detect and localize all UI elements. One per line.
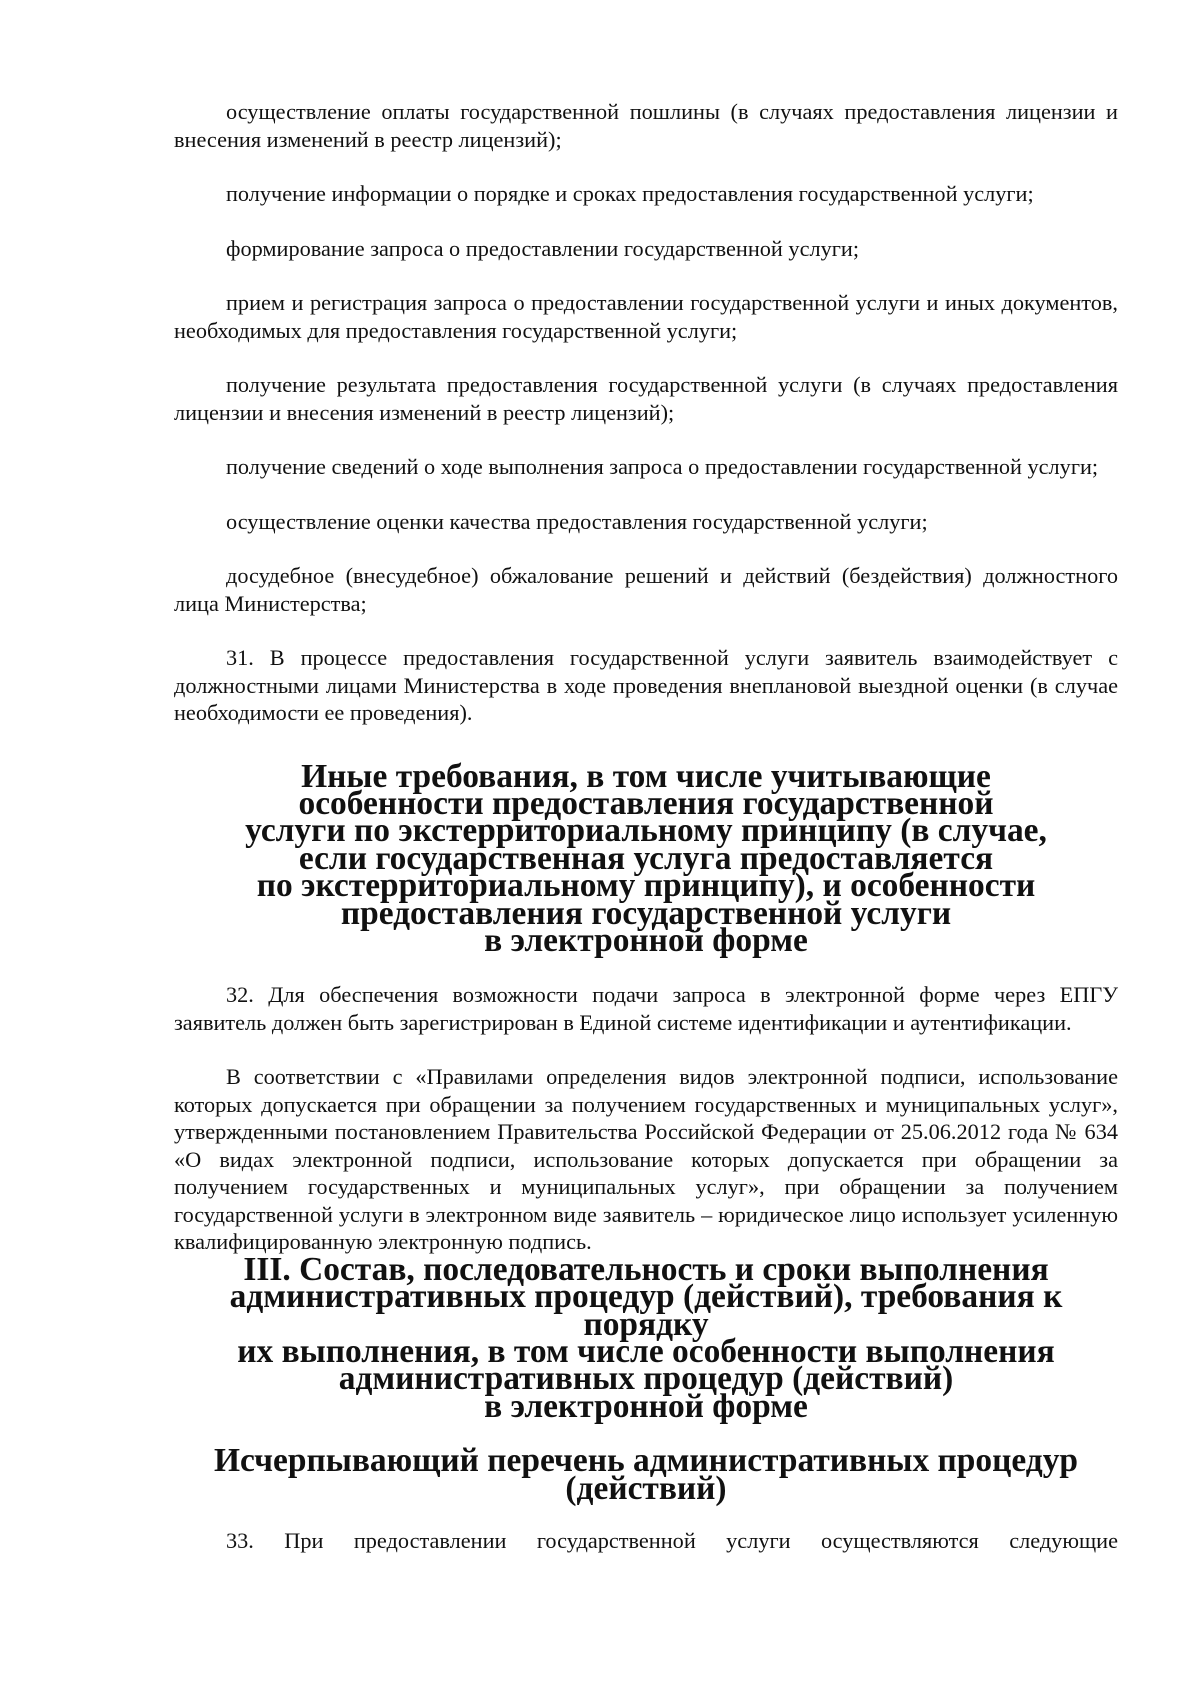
document-page [174,98,1118,1555]
paragraph-request-status: получение сведений о ходе выполнения запроса о предоставлении государственной услуги; [226,454,1099,479]
heading-line: особенности предоставления государственной [298,784,994,822]
paragraph-31: 31. В процессе предоставления государственной услуги заявитель взаимодействует с должностными лицами Министерства в ходе проведения внеплановой выездной оценки (в случае необходимости ее проведения). [174,645,1118,725]
heading-line: административных процедур (действий), требования к порядку [229,1278,1063,1343]
paragraph-33: 33. При предоставлении государственной услуги осуществляются следующие [226,1528,1118,1554]
heading-section-3 [174,1250,1118,1425]
heading-line: в электронной форме [484,1387,808,1425]
paragraph-quality-assessment: осуществление оценки качества предоставления государственной услуги; [226,508,928,534]
heading-line: их выполнения, в том числе особенности выполнения [237,1333,1055,1371]
heading-line: если государственная услуга предоставляется [298,839,994,877]
paragraph-information-receipt: получение информации о порядке и сроках предоставления государственной услуги; [226,181,1034,206]
paragraph-request-registration: прием и регистрация запроса о предоставлении государственной услуги и иных документов, необходимых для предоставления государственной услуги; [174,290,1118,343]
heading-line: в электронной форме [484,921,808,959]
heading-line: по экстерриториальному принципу), и особенности [256,867,1036,905]
heading-other-requirements [174,757,1118,959]
heading-line: услуги по экстерриториальному принципу (в случае, [245,812,1047,850]
heading-exhaustive-list [174,1442,1118,1507]
paragraph-result-receipt: получение результата предоставления государственной услуги (в случаях предоставления лицензии и внесения изменений в реестр лицензий); [174,372,1118,425]
paragraph-32: 32. Для обеспечения возможности подачи запроса в электронной форме через ЕПГУ заявитель должен быть зарегистрирован в Единой системе идентификации и аутентификации. [174,982,1118,1035]
paragraph-electronic-signature: В соответствии с «Правилами определения видов электронной подписи, использование которых допускается при обращении за получением государственных и муниципальных услуг», утвержденными постановлением Правительства Российской Федерации от 25.06.2012 года № 634 «О видах электронной подписи, использование которых допускается при обращении за получением государственных и муниципальных услуг», при обращении за получением государственной услуги в электронном виде заявитель – юридическое лицо использует усиленную квалифицированную электронную подпись. [174,1064,1118,1255]
heading-line: Исчерпывающий перечень административных процедур (действий) [213,1442,1079,1507]
paragraph-pretrial-appeal: досудебное (внесудебное) обжалование решений и действий (бездействия) должностного лица Министерства; [174,563,1118,616]
heading-line: административных процедур (действий) [338,1360,954,1398]
heading-line: предоставления государственной услуги [340,894,952,932]
paragraph-request-forming: формирование запроса о предоставлении государственной услуги; [226,235,860,261]
paragraph-state-fee-payment: осуществление оплаты государственной пошлины (в случаях предоставления лицензии и внесения изменений в реестр лицензий); [174,99,1118,152]
heading-line: Иные требования, в том числе учитывающие [301,757,991,795]
heading-line: III. Состав, последовательность и сроки выполнения [243,1250,1049,1288]
